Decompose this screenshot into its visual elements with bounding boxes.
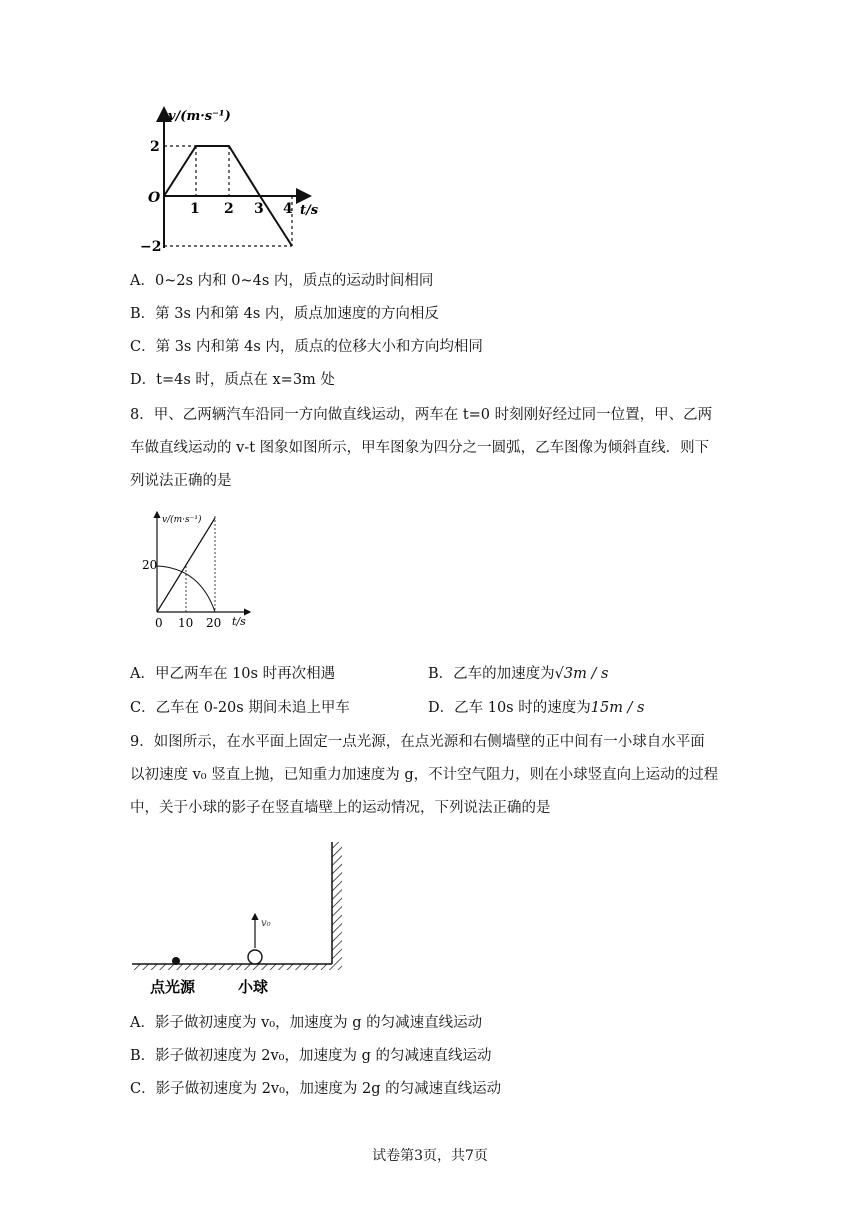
q9-velocity-label: v₀ — [261, 918, 271, 929]
q9-ball-label: 小球 — [238, 978, 269, 996]
q7-y-label: v/(m·s⁻¹) — [168, 109, 231, 124]
q9-stem-line-2: 以初速度 v₀ 竖直上抛，已知重力加速度为 g，不计空气阻力，则在小球竖直向上运动的过程 — [130, 767, 719, 783]
q9-light-source — [172, 957, 180, 965]
q8-xtick-10: 10 — [178, 616, 194, 630]
q8-option-d: D．乙车 10s 时的速度为15m / s — [428, 700, 645, 716]
q8-car-yi-line — [157, 518, 215, 612]
q9-wall — [332, 842, 342, 970]
q8-stem-line-3: 列说法正确的是 — [130, 473, 232, 489]
q7-option-d: D．t=4s 时，质点在 x=3m 处 — [130, 372, 335, 388]
q8-y-label: v/(m·s⁻¹) — [162, 515, 202, 525]
q7-option-a: A．0~2s 内和 0~4s 内，质点的运动时间相同 — [130, 273, 434, 289]
q7-option-b: B．第 3s 内和第 4s 内，质点加速度的方向相反 — [130, 306, 439, 322]
q8-ytick-20: 20 — [142, 558, 158, 572]
q7-xtick-1: 1 — [190, 201, 200, 217]
q9-ground — [132, 964, 332, 970]
q8-xtick-20: 20 — [206, 616, 222, 630]
q7-xtick-2: 2 — [224, 201, 234, 217]
q7-option-c: C．第 3s 内和第 4s 内，质点的位移大小和方向均相同 — [130, 339, 483, 355]
q9-ball — [248, 950, 262, 964]
q8-options-row-1 — [130, 664, 750, 684]
q8-option-c: C．乙车在 0-20s 期间未追上甲车 — [130, 700, 350, 716]
q9-light-label: 点光源 — [150, 978, 196, 996]
q8-option-b: B．乙车的加速度为√3m / s — [428, 666, 609, 682]
q7-xtick-4: 4 — [283, 201, 293, 217]
q8-option-d-math: 15m / s — [590, 700, 645, 716]
q9-stem-line-3: 中，关于小球的影子在竖直墙壁上的运动情况，下列说法正确的是 — [130, 800, 551, 816]
q8-stem-line-1: 8．甲、乙两辆汽车沿同一方向做直线运动，两车在 t=0 时刻刚好经过同一位置，甲、乙两 — [130, 407, 713, 423]
q7-ytick-neg2: −2 — [140, 239, 162, 255]
q8-xtick-0: 0 — [155, 616, 163, 630]
page-footer: 试卷第3页，共7页 — [372, 1148, 488, 1164]
q8-option-a: A．甲乙两车在 10s 时再次相遇 — [130, 666, 336, 682]
q7-x-label: t/s — [300, 203, 319, 218]
q9-option-b: B．影子做初速度为 2v₀，加速度为 g 的匀减速直线运动 — [130, 1048, 492, 1064]
q8-option-b-math: √3m / s — [554, 666, 609, 682]
q8-vt-graph — [140, 506, 260, 630]
q8-car-jia-arc — [157, 566, 215, 612]
q9-stem-line-1: 9．如图所示，在水平面上固定一点光源，在点光源和右侧墙壁的正中间有一小球自水平面 — [130, 734, 705, 750]
q8-options-row-2 — [130, 698, 750, 718]
q9-option-c: C．影子做初速度为 2v₀，加速度为 2g 的匀减速直线运动 — [130, 1081, 502, 1097]
q7-ytick-2: 2 — [150, 139, 160, 155]
q7-origin-label: O — [148, 190, 161, 206]
q9-option-a: A．影子做初速度为 v₀，加速度为 g 的匀减速直线运动 — [130, 1015, 483, 1031]
q7-xtick-3: 3 — [254, 201, 264, 217]
q9-figure — [130, 838, 360, 998]
q8-x-label: t/s — [232, 615, 246, 628]
q8-stem-line-2: 车做直线运动的 v-t 图象如图所示，甲车图象为四分之一圆弧，乙车图像为倾斜直线．则下 — [130, 440, 710, 456]
q7-vt-graph — [140, 100, 340, 260]
